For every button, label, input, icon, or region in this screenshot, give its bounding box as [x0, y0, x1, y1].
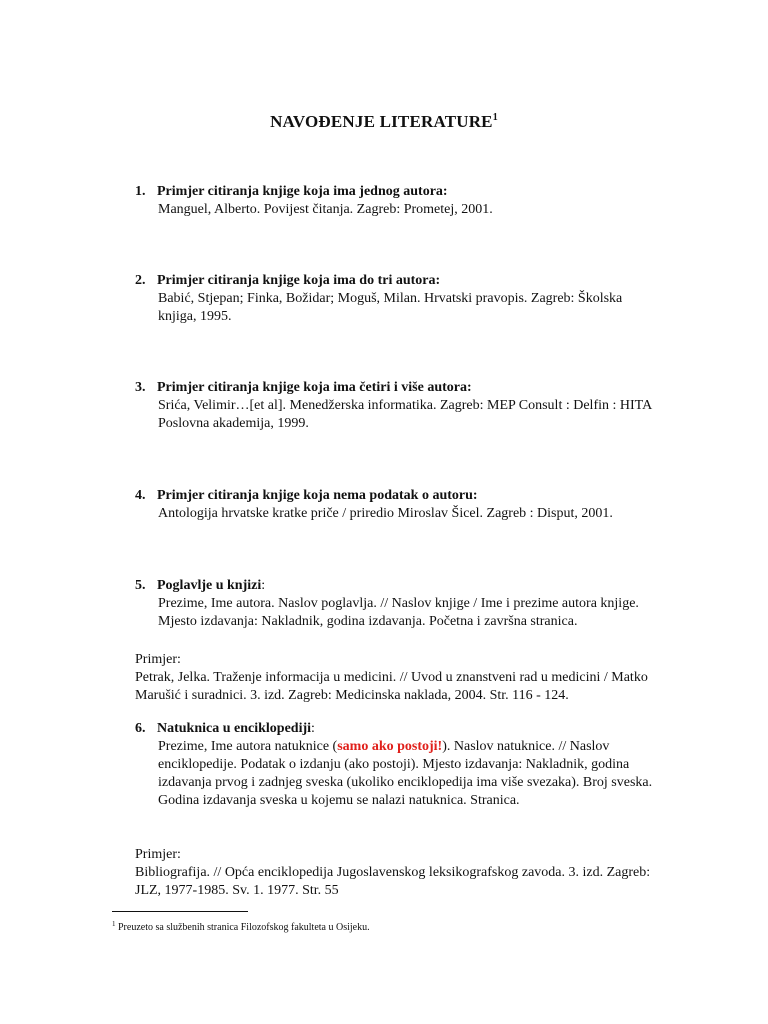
example-label: Primjer:: [135, 652, 181, 667]
list-item-2: [135, 272, 655, 326]
example-label: Primjer:: [135, 847, 181, 862]
list-item-6: 6. Natuknica u enciklopediji: Prezime, Ime autora natuknice (samo ako postoji!). Naslov natuknice. // Naslov enciklopedije. Podatak o izdanju (ako postoji). Mjesto izdavanja: Nakladnik, godina izdavanja prvog i zadnjeg sveska (ukoliko enciklopedija ima više svezaka). Broj sveska. Godina izdavanja sveska u kojemu se nalazi natuknica. Stranica.: [135, 720, 655, 810]
item-number: 3.: [135, 380, 146, 395]
item-text: Babić, Stjepan; Finka, Božidar; Moguš, Milan. Hrvatski pravopis. Zagreb: Školska knjiga, 1995.: [158, 291, 623, 324]
list-item-1: [135, 183, 655, 219]
item-text: Manguel, Alberto. Povijest čitanja. Zagreb: Prometej, 2001.: [158, 202, 493, 217]
item-number: 2.: [135, 273, 146, 288]
highlighted-note: samo ako postoji!: [337, 739, 443, 754]
list-item-3: [135, 379, 655, 433]
footnote-text: Preuzeto sa službenih stranica Filozofskog fakulteta u Osijeku.: [118, 922, 370, 933]
example-text: Petrak, Jelka. Traženje informacija u medicini. // Uvod u znanstveni rad u medicini / Matko Marušić i suradnici. 3. izd. Zagreb: Medicinska naklada, 2004. Str. 116 - 124.: [135, 670, 648, 703]
item-heading: Primjer citiranja knjige koja nema podatak o autoru:: [157, 488, 478, 503]
item-number: 6.: [135, 721, 146, 736]
example-text: Bibliografija. // Opća enciklopedija Jugoslavenskog leksikografskog zavoda. 3. izd. Zagreb: JLZ, 1977-1985. Sv. 1. 1977. Str. 55: [135, 865, 651, 898]
item-text: Srića, Velimir…[et al]. Menedžerska informatika. Zagreb: MEP Consult : Delfin : HITA Poslovna akademija, 1999.: [158, 398, 652, 431]
item-heading: Primjer citiranja knjige koja ima do tri autora:: [157, 273, 441, 288]
item-number: 5.: [135, 578, 146, 593]
footnote-mark: 1: [112, 920, 116, 928]
item-text: Antologija hrvatske kratke priče / priredio Miroslav Šicel. Zagreb : Disput, 2001.: [158, 506, 613, 521]
item-number: 4.: [135, 488, 146, 503]
footnote: [112, 918, 370, 934]
item-text: Prezime, Ime autora natuknice (samo ako postoji!). Naslov natuknice. // Naslov enciklopedije. Podatak o izdanju (ako postoji). Mjesto izdavanja: Nakladnik, godina izdavanja prvog i zadnjeg sveska (ukoliko enciklopedija ima više svezaka). Broj sveska. Godina izdavanja sveska u kojemu se nalazi natuknica. Stranica.: [158, 739, 653, 808]
footnote-separator: [112, 911, 248, 912]
item-text: Prezime, Ime autora. Naslov poglavlja. // Naslov knjige / Ime i prezime autora knjige. Mjesto izdavanja: Nakladnik, godina izdavanja. Početna i završna stranica.: [158, 596, 639, 629]
item-heading: Natuknica u enciklopediji: [157, 721, 312, 736]
item-number: 1.: [135, 184, 146, 199]
page-title: NAVOĐENJE LITERATURE$^1$: [270, 112, 498, 131]
example-1: [135, 651, 655, 705]
example-2: [135, 846, 655, 900]
item-heading: Primjer citiranja knjige koja ima četiri i više autora:: [157, 380, 472, 395]
item-heading: Poglavlje u knjizi: [157, 578, 262, 593]
title-footnote-mark: 1: [492, 112, 498, 123]
list-item-4: [135, 487, 655, 523]
list-item-5: 5. Poglavlje u knjizi: Prezime, Ime autora. Naslov poglavlja. // Naslov knjige / Ime i prezime autora knjige. Mjesto izdavanja: Nakladnik, godina izdavanja. Početna i završna stranica.: [135, 577, 655, 631]
item-heading: Primjer citiranja knjige koja ima jednog autora:: [157, 184, 448, 199]
